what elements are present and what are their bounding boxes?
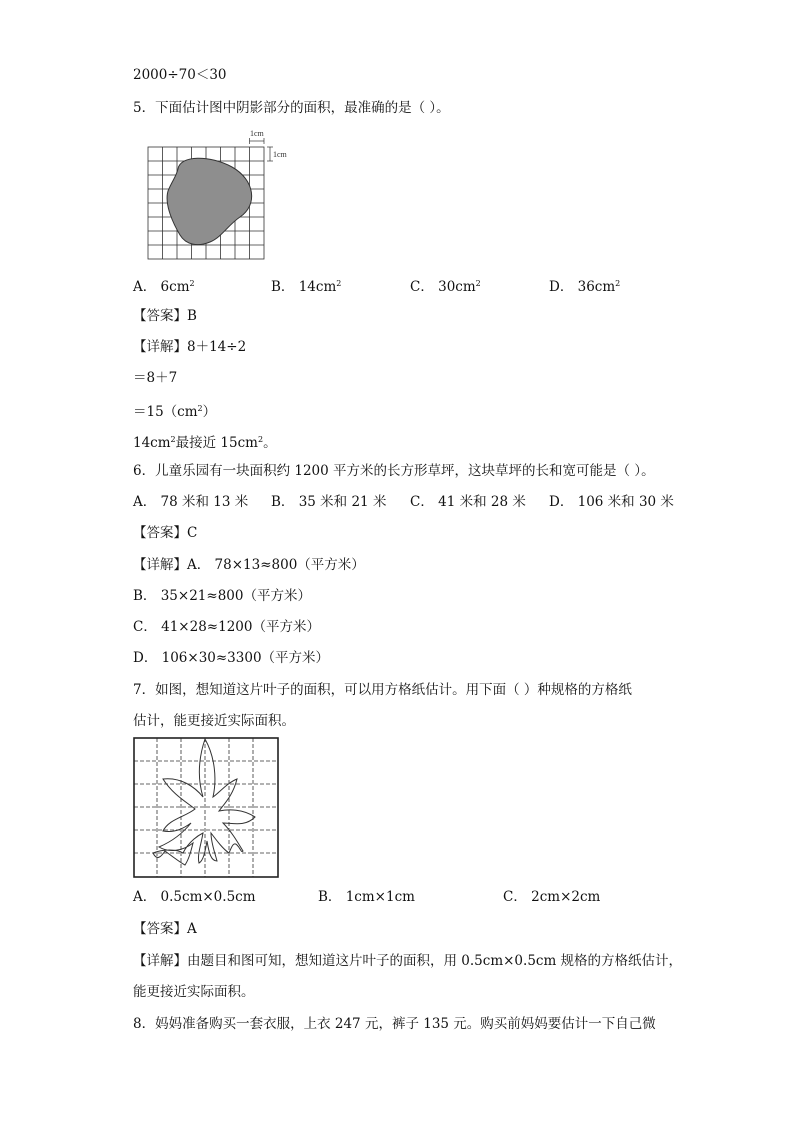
q5-option-c: C． $30cm^2$	[410, 279, 481, 295]
q7-option-c: C． 2cm×2cm	[503, 889, 601, 905]
height-label: 1cm	[273, 150, 287, 159]
question-8: 8．妈妈准备购买一套衣服，上衣 247 元，裤子 135 元。购买前妈妈要估计一下自己微	[133, 1016, 656, 1032]
q7-detail-line-2: 能更接近实际面积。	[133, 984, 255, 1000]
q5-option-d: D． $36cm^2$	[549, 279, 621, 295]
question-5: 5．下面估计图中阴影部分的面积，最准确的是（ ）。	[133, 100, 450, 116]
q6-option-d: D． 106 米和 30 米	[549, 494, 674, 510]
q6-detail-a: 【详解】A． 78×13≈800（平方米）	[133, 557, 365, 573]
q5-answer: 【答案】B	[133, 308, 197, 324]
question-7-line-2: 估计，能更接近实际面积。	[133, 713, 295, 729]
question-6: 6．儿童乐园有一块面积约 1200 平方米的长方形草坪，这块草坪的长和宽可能是（ ）。	[133, 463, 655, 479]
q7-option-b: B． 1cm×1cm	[318, 889, 415, 905]
q6-answer: 【答案】C	[133, 525, 198, 541]
q6-option-c: C． 41 米和 28 米	[410, 494, 526, 510]
q5-conclusion: $14cm^2$最接近 $15cm^2$。	[133, 435, 277, 451]
q5-step-1: ＝8＋7	[133, 370, 178, 386]
grid-figure-shaded	[140, 125, 300, 265]
q6-detail-d: D． 106×30≈3300（平方米）	[133, 650, 330, 666]
text-line: 2000÷70＜30	[133, 67, 227, 83]
q6-detail-b: B． 35×21≈800（平方米）	[133, 588, 311, 604]
q6-detail-c: C． 41×28≈1200（平方米）	[133, 619, 320, 635]
leaf-outline	[153, 739, 255, 865]
grid-figure-leaf	[133, 737, 281, 879]
question-7-line-1: 7．如图，想知道这片叶子的面积，可以用方格纸估计。用下面（ ）种规格的方格纸	[133, 682, 632, 698]
q6-option-a: A． 78 米和 13 米	[133, 494, 249, 510]
q5-step-2: $=15(cm^2)$	[133, 404, 217, 420]
width-label: 1cm	[250, 129, 264, 138]
q7-answer: 【答案】A	[133, 921, 197, 937]
shaded-region	[167, 158, 252, 244]
q5-option-a: A． $6cm^2$	[133, 279, 195, 295]
q7-option-a: A． 0.5cm×0.5cm	[133, 889, 256, 905]
q7-detail-line-1: 【详解】由题目和图可知，想知道这片叶子的面积，用 0.5cm×0.5cm 规格的方格纸估计，	[133, 953, 683, 969]
q5-detail: 【详解】8＋14÷2	[133, 339, 247, 355]
q5-option-b: B． $14cm^2$	[271, 279, 342, 295]
q6-option-b: B． 35 米和 21 米	[271, 494, 387, 510]
